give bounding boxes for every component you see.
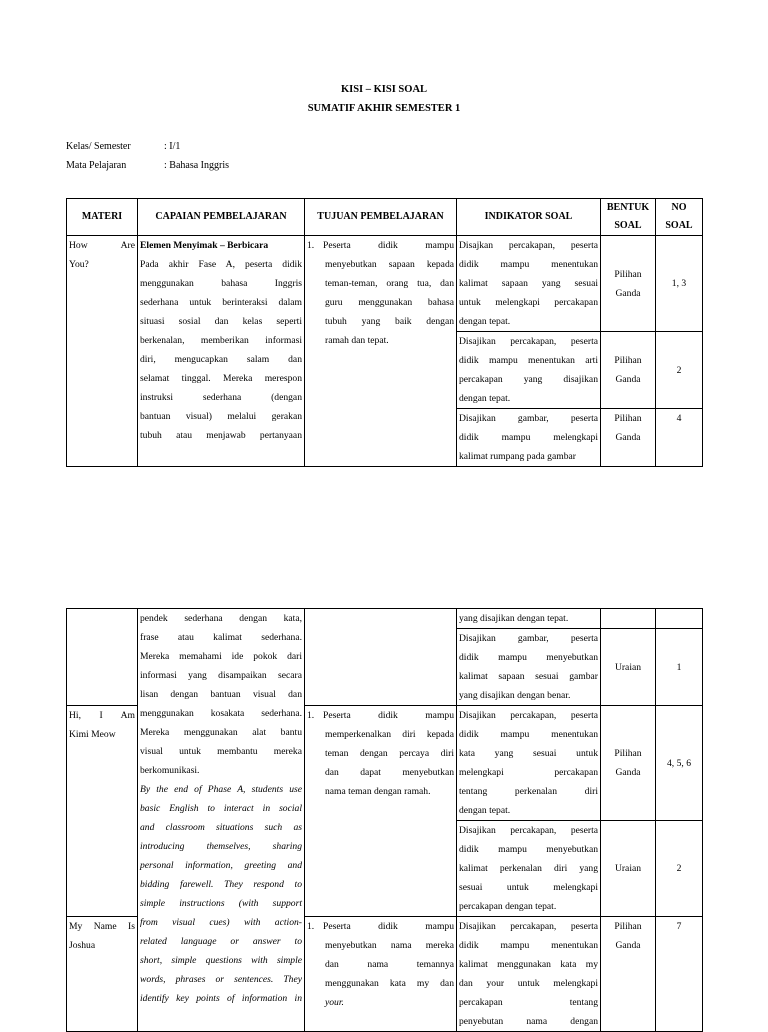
indikator-cell: yang disajikan dengan tepat. [457, 609, 601, 629]
indikator-cell: Disajikan gambar, peserta didik mampu menyebutkan kalimat sapaan sesuai gambar yang disajikan dengan benar. [457, 629, 601, 706]
col-header-materi: MATERI [67, 199, 138, 236]
tujuan-cell: 1. Peserta didik mampu menyebutkan sapaan kepada teman-teman, orang tua, dan guru menggunakan bahasa tubuh yang baik dengan ramah dan tepat. [305, 236, 457, 467]
document-title: KISI – KISI SOAL [340, 84, 428, 95]
col-header-bentuk: BENTUK SOAL [601, 199, 656, 236]
no-soal-cell: 4 [656, 409, 703, 467]
table-row [67, 609, 703, 629]
tujuan-cell [305, 609, 457, 706]
indikator-cell: Disajikan percakapan, peserta didik mampu menentukan kalimat menggunakan kata my dan your untuk melengkapi percakapan tentang penyebutan nama dengan [457, 917, 601, 1032]
bentuk-cell: Pilihan Ganda [601, 332, 656, 409]
table-row [67, 236, 703, 332]
indikator-cell: Disajikan percakapan, peserta didik mampu menentukan arti percakapan yang disajikan dengan tepat. [457, 332, 601, 409]
kelas-value: : I/1 [164, 141, 181, 152]
tujuan-cell: 1. Peserta didik mampu memperkenalkan diri kepada teman dengan percaya diri dan dapat menyebutkan nama teman dengan ramah. [305, 706, 457, 917]
bentuk-cell: Uraian [601, 821, 656, 917]
no-soal-cell: 2 [656, 821, 703, 917]
col-header-tujuan: TUJUAN PEMBELAJARAN [305, 199, 457, 236]
no-soal-cell: 2 [656, 332, 703, 409]
indikator-cell: Disajikan gambar, peserta didik mampu melengkapi kalimat rumpang pada gambar [457, 409, 601, 467]
materi-cell: How Are You? [67, 236, 138, 467]
no-soal-cell: 1 [656, 629, 703, 706]
document-subtitle: SUMATIF AKHIR SEMESTER 1 [307, 103, 461, 114]
bentuk-cell [601, 609, 656, 629]
materi-cell [67, 609, 138, 706]
indikator-cell: Disajikan percakapan, peserta didik mampu menyebutkan kalimat perkenalan diri yang sesuai untuk melengkapi percakapan dengan tepat. [457, 821, 601, 917]
table-header-row [67, 199, 703, 236]
kisi-table-page1 [66, 198, 703, 467]
capaian-cell: pendek sederhana dengan kata, frase atau kalimat sederhana. Mereka memahami ide pokok dari informasi yang disampaikan secara lisan dengan bantuan visual dan menggunakan kosakata sederhana. Mereka menggunakan alat bantu visual untuk membantu mereka berkomunikasi. By the end of Phase A, students use basic English to interact in social and classroom situations such as introducing themselves, sharing personal information, greeting and bidding farewell. They respond to simple instructions (with support from visual cues) with action- related language or answer to short, simple questions with simple words, phrases or sentences. They identify key points of information in [138, 609, 305, 1032]
col-header-no: NO SOAL [656, 199, 703, 236]
col-header-indikator: INDIKATOR SOAL [457, 199, 601, 236]
no-soal-cell: 4, 5, 6 [656, 706, 703, 821]
no-soal-cell: 7 [656, 917, 703, 1032]
kelas-label: Kelas/ Semester [66, 141, 131, 152]
indikator-cell: Disajikan percakapan, peserta didik mampu menentukan kata yang sesuai untuk melengkapi percakapan tentang perkenalan diri dengan tepat. [457, 706, 601, 821]
col-header-capaian: CAPAIAN PEMBELAJARAN [138, 199, 305, 236]
bentuk-cell: Pilihan Ganda [601, 236, 656, 332]
bentuk-cell: Pilihan Ganda [601, 706, 656, 821]
kisi-table-page2 [66, 608, 703, 1032]
no-soal-cell [656, 609, 703, 629]
materi-cell: My Name Is Joshua [67, 917, 138, 1032]
tujuan-cell: 1. Peserta didik mampu menyebutkan nama mereka dan nama temannya menggunakan kata my dan your. [305, 917, 457, 1032]
mapel-label: Mata Pelajaran [66, 160, 127, 171]
capaian-cell: Elemen Menyimak – Berbicara Pada akhir Fase A, peserta didik menggunakan bahasa Inggris sederhana untuk berinteraksi dalam situasi sosial dan kelas seperti berkenalan, memberikan informasi diri, mengucapkan salam dan selamat tinggal. Mereka merespon instruksi sederhana (dengan bantuan visual) melalui gerakan tubuh atau menjawab pertanyaan [138, 236, 305, 467]
bentuk-cell: Uraian [601, 629, 656, 706]
indikator-cell: Disajkan percakapan, peserta didik mampu menentukan kalimat sapaan yang sesuai untuk melengkapi percakapan dengan tepat. [457, 236, 601, 332]
bentuk-cell: Pilihan Ganda [601, 917, 656, 1032]
no-soal-cell: 1, 3 [656, 236, 703, 332]
bentuk-cell: Pilihan Ganda [601, 409, 656, 467]
mapel-value: : Bahasa Inggris [164, 160, 229, 171]
materi-cell: Hi, I Am Kimi Meow [67, 706, 138, 917]
